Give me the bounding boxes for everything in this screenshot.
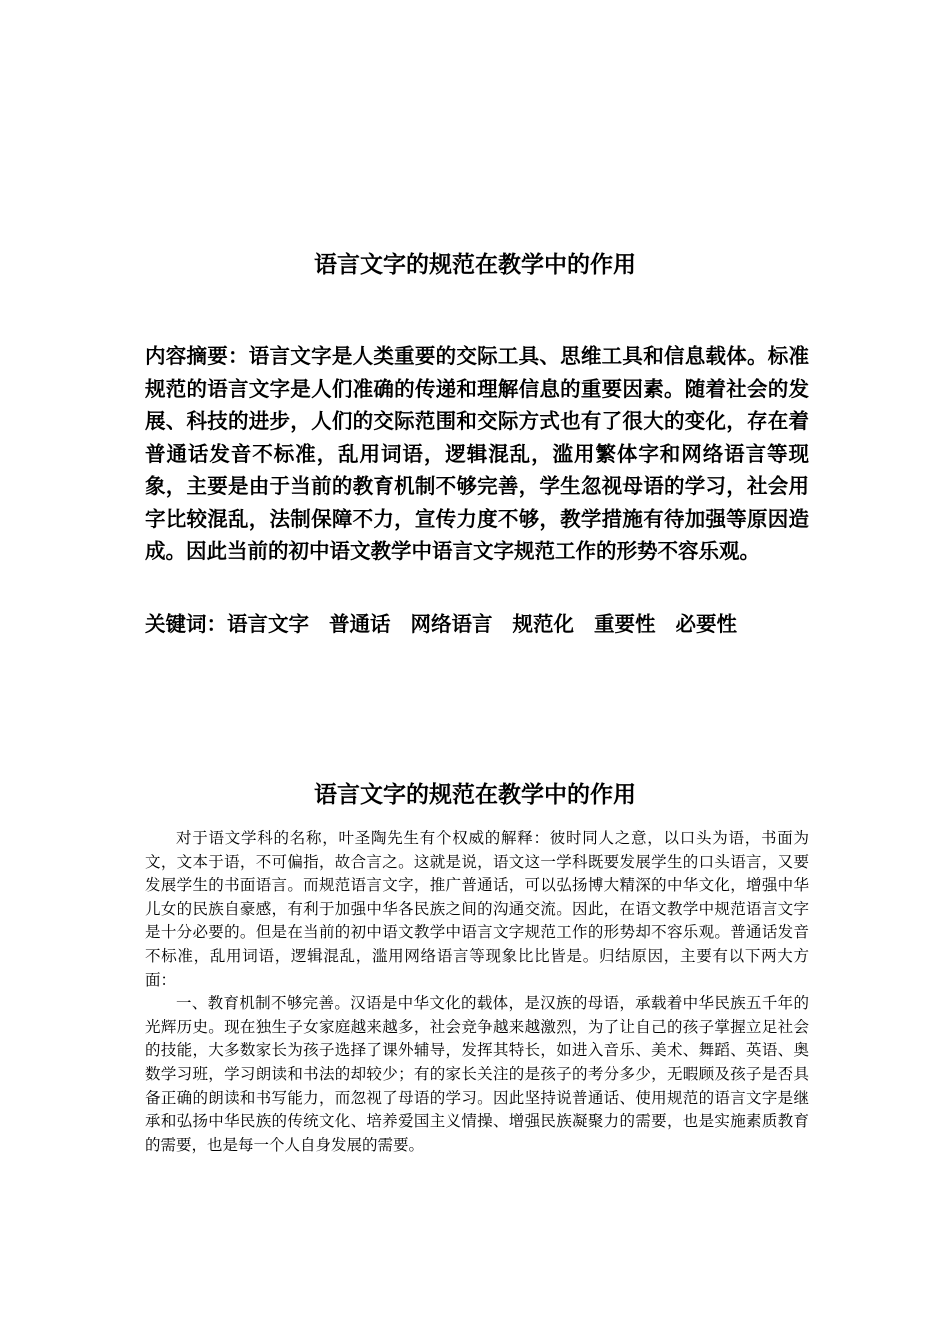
body-paragraph: 一、教育机制不够完善。汉语是中华文化的载体，是汉族的母语，承载着中华民族五千年的光辉历史。现在独生子女家庭越来越多，社会竞争越来越激烈，为了让自己的孩子掌握立足社会的技能，大多数家长为孩子选择了课外辅导，发挥其特长，如进入音乐、美术、舞蹈、英语、奥数学习班，学习朗读和书法的却较少；有的家长关注的是孩子的考分多少，无暇顾及孩子是否具备正确的朗读和书写能力，而忽视了母语的学习。因此坚持说普通话、使用规范的语言文字是继承和弘扬中华民族的传统文化、培养爱国主义情操、增强民族凝聚力的需要，也是实施素质教育的需要，也是每一个人自身发展的需要。 — [145, 994, 809, 1154]
keyword: 规范化 — [512, 612, 574, 636]
body-text — [145, 827, 809, 1157]
document-title: 语言文字的规范在教学中的作用 — [314, 252, 636, 278]
section-title: 语言文字的规范在教学中的作用 — [314, 782, 636, 808]
keyword: 重要性 — [594, 612, 656, 636]
body-paragraph: 对于语文学科的名称，叶圣陶先生有个权威的解释：彼时同人之意，以口头为语，书面为文，文本于语，不可偏指，故合言之。这就是说，语文这一学科既要发展学生的口头语言，又要发展学生的书面语言。而规范语言文字，推广普通话，可以弘扬博大精深的中华文化，增强中华儿女的民族自豪感，有利于加强中华各民族之间的沟通交流。因此，在语文教学中规范语言文字是十分必要的。但是在当前的初中语文教学中语言文字规范工作的形势却不容乐观。普通话发音不标准，乱用词语，逻辑混乱，滥用网络语言等现象比比皆是。归结原因，主要有以下两大方面： — [145, 829, 809, 989]
keywords-line — [145, 608, 825, 640]
abstract-paragraph: 内容摘要：语言文字是人类重要的交际工具、思维工具和信息载体。标准规范的语言文字是人们准确的传递和理解信息的重要因素。随着社会的发展、科技的进步，人们的交际范围和交际方式也有了很大的变化，存在着普通话发音不标准，乱用词语，逻辑混乱，滥用繁体字和网络语言等现象，主要是由于当前的教育机制不够完善，学生忽视母语的学习，社会用字比较混乱，法制保障不力，宣传力度不够，教学措施有待加强等原因造成。因此当前的初中语文教学中语言文字规范工作的形势不容乐观。 — [145, 344, 809, 563]
keyword: 普通话 — [329, 612, 391, 636]
keywords-label: 关键词： — [145, 612, 227, 636]
keyword: 语言文字 — [227, 612, 309, 636]
keyword: 网络语言 — [410, 612, 493, 636]
keyword: 必要性 — [675, 612, 737, 636]
